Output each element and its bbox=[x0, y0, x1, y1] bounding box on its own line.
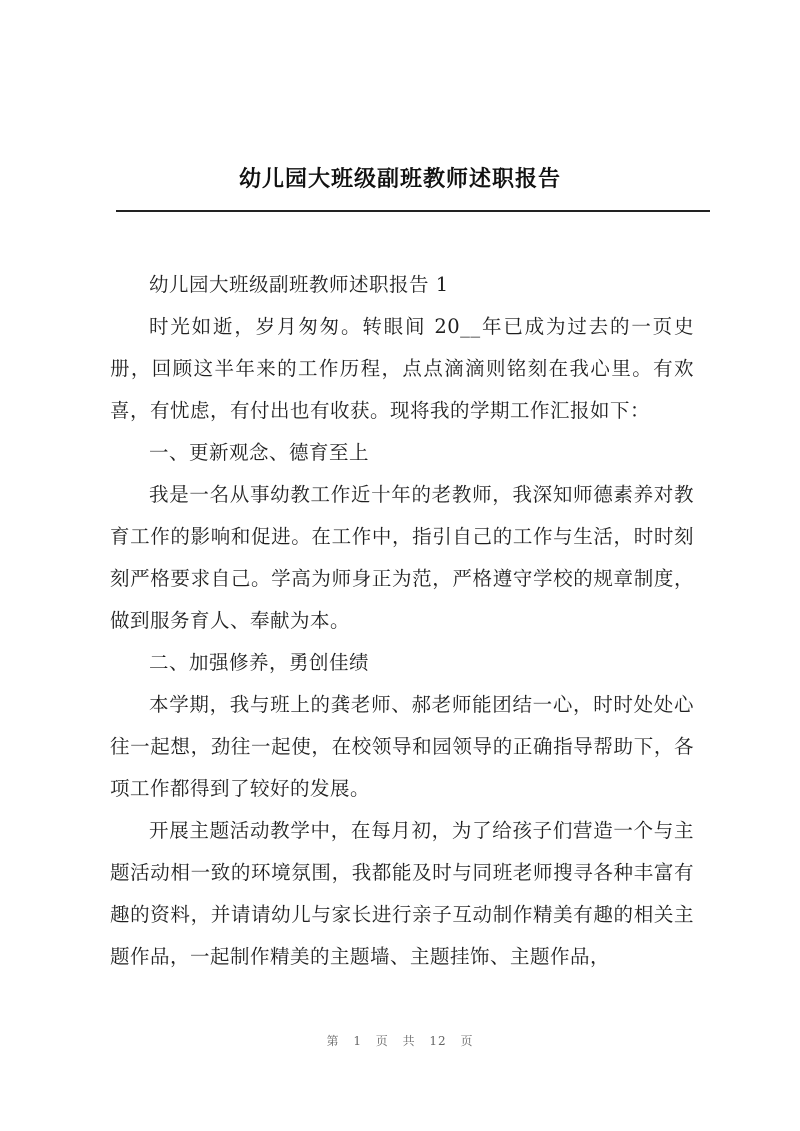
section-heading: 一、更新观念、德育至上 bbox=[149, 441, 370, 464]
title-underline bbox=[116, 210, 710, 212]
section-heading: 幼儿园大班级副班教师述职报告 1 bbox=[149, 273, 449, 296]
section-heading: 二、加强修养，勇创佳绩 bbox=[149, 651, 370, 674]
paragraph: 时光如逝，岁月匆匆。转眼间 20__年已成为过去的一页史册，回顾这半年来的工作历程，点点滴滴则铭刻在我心里。有欢喜，有忧虑，有付出也有收获。现将我的学期工作汇报如下： bbox=[110, 315, 694, 422]
page-number-footer: 第 1 页 共 12 页 bbox=[326, 1034, 474, 1048]
paragraph: 本学期，我与班上的龚老师、郝老师能团结一心，时时处处心往一起想，劲往一起使，在校领导和园领导的正确指导帮助下，各项工作都得到了较好的发展。 bbox=[110, 693, 694, 800]
paragraph: 开展主题活动教学中，在每月初，为了给孩子们营造一个与主题活动相一致的环境氛围，我都能及时与同班老师搜寻各种丰富有趣的资料，并请请幼儿与家长进行亲子互动制作精美有趣的相关主题作品，一起制作精美的主题墙、主题挂饰、主题作品， bbox=[110, 819, 694, 968]
document-body bbox=[110, 264, 694, 978]
paragraph: 我是一名从事幼教工作近十年的老教师，我深知师德素养对教育工作的影响和促进。在工作中，指引自己的工作与生活，时时刻刻严格要求自己。学高为师身正为范，严格遵守学校的规章制度，做到服务育人、奉献为本。 bbox=[110, 483, 694, 632]
document-title: 幼儿园大班级副班教师述职报告 bbox=[238, 166, 561, 192]
